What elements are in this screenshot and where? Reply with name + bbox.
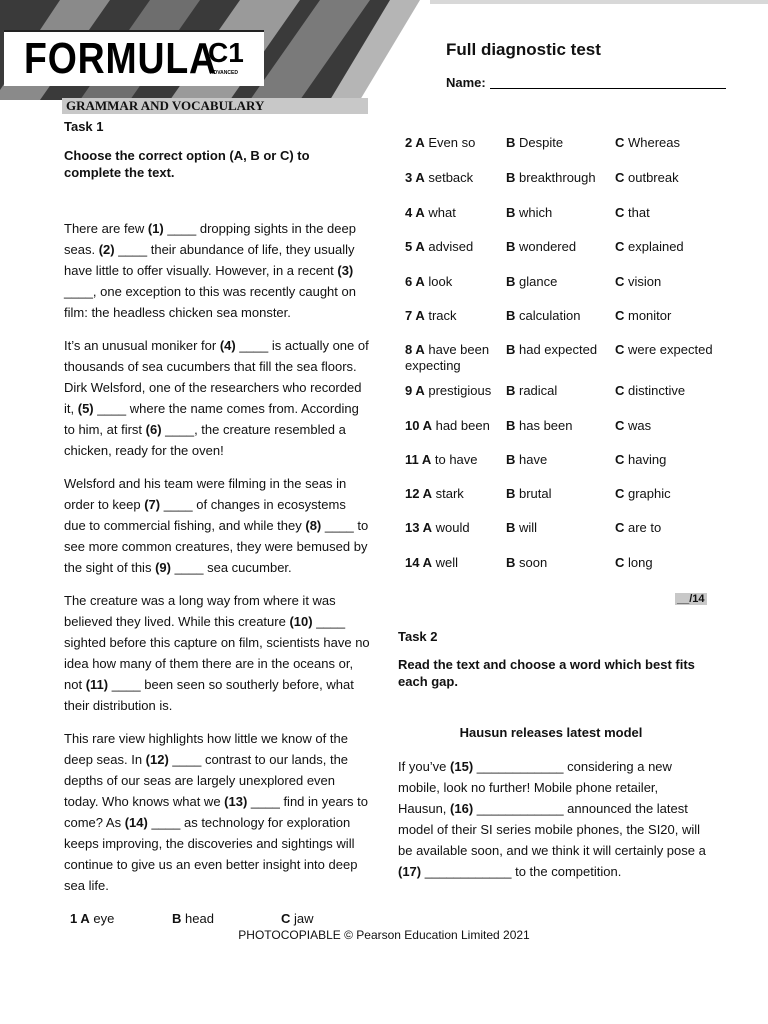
task1-heading: Task 1 [64,119,104,134]
footer: PHOTOCOPIABLE © Pearson Education Limited 2021 [238,928,530,942]
option-b: B calculation [506,308,581,323]
option-b: B Despite [506,135,564,150]
option-c: C graphic [615,486,671,501]
task1-paragraph: It’s an unusual moniker for (4) ____ is actually one of thousands of sea cucumbers that fill the sea floors. Dirk Welsford, one of the researchers who recorded it, (5) ____ where the name comes from. According to him, at first (6) ____, the creature resembled a chicken, ready for the oven! [64,338,369,458]
gap-number: (14) [124,815,148,830]
option-c: C are to [615,520,662,535]
task1-paragraph: Welsford and his team were filming in the seas in order to keep (7) ____ of changes in ecosystems due to commercial fishing, and while they (8) ____ to see more common creatures, they were bemused by the sight of this (9) ____ sea cucumber. [64,476,369,575]
option-a: 8 A have been expecting [405,342,490,373]
gap-number: (3) [337,263,354,278]
option-a: 2 A Even so [405,135,476,150]
gap-number: (5) [77,401,94,416]
task2-paragraph: If you’ve (15) ____________ considering a new mobile, look no further! Mobile phone retailer, Hausun, (16) ____________ announced the latest model of their SI series mobile phones, the SI20, will be available soon, and we think it will certainly pose a (17) ____________ to the competition. [398,759,706,879]
task2-heading: Task 2 [398,629,438,644]
gap-number: (17) [398,864,422,879]
gap-number: (13) [224,794,248,809]
gap-number: (16) [450,801,474,816]
task1-paragraph: This rare view highlights how little we know of the deep seas. In (12) ____ contrast to our lands, the depths of our seas are largely unexplored even today. Who knows what we (13) ____ find in years to come? As (14) ____ as technology for exploration keeps improving, the discoveries and sightings will continue to give us an even better insight into deep sea life. [64,731,368,893]
option-c: C having [615,452,667,467]
option-c: C vision [615,274,662,289]
option-c: C Whereas [615,135,681,150]
option-c: C jaw [281,911,314,926]
section-heading: GRAMMAR AND VOCABULARY [62,98,368,114]
option-a: 13 A would [405,520,470,535]
option-a: 3 A setback [405,170,474,185]
task1-instruction: Choose the correct option (A, B or C) to complete the text. [64,148,310,180]
option-b: B head [172,911,214,926]
option-b: B has been [506,418,573,433]
gap-number: (7) [144,497,161,512]
name-field[interactable] [490,88,726,89]
option-b: B wondered [506,239,577,254]
option-a: 6 A look [405,274,453,289]
gap-number: (8) [305,518,322,533]
option-b: B which [506,205,553,220]
option-a: 12 A stark [405,486,464,501]
task1-paragraph: There are few (1) ____ dropping sights in the deep seas. (2) ____ their abundance of life, they usually have little to offer visually. However, in a recent (3) ____, one exception to this was recently caught on film: the headless chicken sea monster. [64,221,356,320]
gap-number: (1) [147,221,164,236]
gap-number: (4) [219,338,236,353]
option-b: B radical [506,383,558,398]
logo-level: C1 [208,37,244,68]
article-title: Hausun releases latest model [459,725,643,740]
option-a: 4 A what [405,205,456,220]
page-title: Full diagnostic test [446,40,601,59]
option-a: 1 A eye [70,911,115,926]
task1-paragraph: The creature was a long way from where it was believed they lived. While this creature (10) ____ sighted before this capture on film, scientists have no idea how many of them there are in the oceans or, not (11) ____ been seen so southerly before, what their distribution is. [64,593,370,713]
logo-tag: ADVANCED [210,70,238,76]
score-box: __/14 [677,593,705,605]
option-b: B had expected [506,342,598,357]
option-c: C monitor [615,308,672,323]
option-c: C explained [615,239,684,254]
option-a: 7 A track [405,308,457,323]
gap-number: (10) [289,614,313,629]
option-a: 14 A well [405,555,458,570]
option-a: 10 A had been [405,418,490,433]
option-a: 11 A to have [405,452,478,467]
task2-instruction: Read the text and choose a word which best fits each gap. [398,657,695,689]
option-c: C was [615,418,652,433]
name-label: Name: [446,75,486,90]
gap-number: (2) [98,242,115,257]
option-b: B breakthrough [506,170,596,185]
gap-number: (12) [145,752,169,767]
gap-number: (11) [85,677,109,692]
option-c: C distinctive [615,383,686,398]
option-b: B will [506,520,538,535]
option-c: C were expected [615,342,713,357]
logo: FORMULA [24,34,217,83]
option-a: 5 A advised [405,239,474,254]
option-b: B brutal [506,486,552,501]
gap-number: (15) [450,759,474,774]
option-c: C that [615,205,650,220]
option-b: B glance [506,274,558,289]
option-c: C long [615,555,653,570]
option-b: B have [506,452,548,467]
gap-number: (9) [155,560,171,575]
option-c: C outbreak [615,170,679,185]
option-a: 9 A prestigious [405,383,492,398]
gap-number: (6) [145,422,162,437]
option-b: B soon [506,555,548,570]
